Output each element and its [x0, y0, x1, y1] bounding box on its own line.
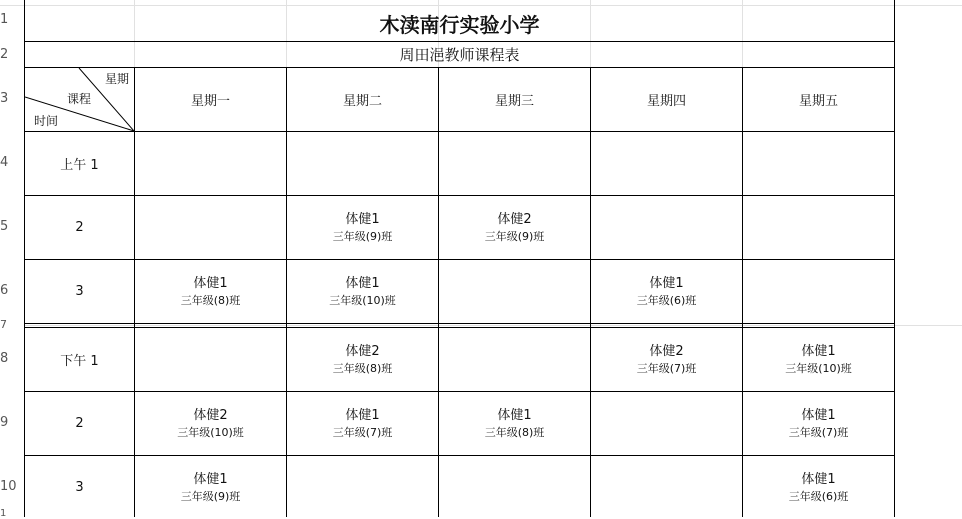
row-number[interactable]: 8	[0, 351, 9, 366]
class-name: 三年级(10)班	[785, 361, 852, 375]
class-name: 三年级(10)班	[177, 425, 244, 439]
table-border	[24, 323, 894, 324]
class-name: 三年级(10)班	[329, 293, 396, 307]
period-label[interactable]: 3	[75, 480, 84, 495]
schedule-cell[interactable]	[135, 328, 286, 391]
day-header[interactable]: 星期五	[798, 94, 838, 109]
period-label[interactable]: 3	[75, 284, 84, 299]
schedule-cell[interactable]	[591, 196, 742, 259]
subject-name: 体健1	[193, 471, 228, 487]
class-name: 三年级(9)班	[180, 489, 241, 503]
sheet-title[interactable]: 木渎南行实验小学	[379, 12, 540, 37]
schedule-cell[interactable]	[439, 328, 590, 391]
schedule-cell[interactable]	[743, 328, 894, 391]
schedule-cell[interactable]	[591, 260, 742, 323]
day-header[interactable]: 星期四	[646, 94, 686, 109]
corner-day-label: 星期	[105, 72, 130, 86]
row-number[interactable]: 6	[0, 283, 9, 298]
subject-name: 体健2	[193, 407, 228, 423]
subject-name: 体健1	[345, 275, 380, 291]
schedule-cell[interactable]	[439, 132, 590, 195]
schedule-cell[interactable]	[287, 196, 438, 259]
row-number[interactable]: 10	[0, 479, 17, 494]
row-number[interactable]: 3	[0, 91, 9, 106]
schedule-cell[interactable]	[743, 456, 894, 519]
class-name: 三年级(8)班	[332, 361, 393, 375]
grid-line	[24, 325, 962, 326]
schedule-cell[interactable]	[135, 260, 286, 323]
period-label[interactable]: 下午 1	[60, 354, 99, 369]
class-name: 三年级(9)班	[332, 229, 393, 243]
corner-header-cell[interactable]	[25, 68, 134, 131]
period-label[interactable]: 2	[75, 220, 84, 235]
schedule-cell[interactable]	[287, 260, 438, 323]
corner-time-label: 时间	[34, 114, 59, 128]
schedule-cell[interactable]	[135, 132, 286, 195]
schedule-cell[interactable]	[287, 456, 438, 519]
subject-name: 体健1	[497, 407, 532, 423]
schedule-cell[interactable]	[591, 456, 742, 519]
schedule-cell[interactable]	[439, 392, 590, 455]
subject-name: 体健1	[801, 471, 836, 487]
schedule-cell[interactable]	[439, 260, 590, 323]
period-label[interactable]: 上午 1	[60, 158, 99, 173]
class-name: 三年级(9)班	[484, 229, 545, 243]
subject-name: 体健2	[497, 211, 532, 227]
subject-name: 体健1	[345, 211, 380, 227]
row-number[interactable]: 1	[0, 12, 9, 27]
sheet-subtitle[interactable]: 周田浥教师课程表	[399, 46, 520, 64]
day-header[interactable]: 星期一	[190, 94, 230, 109]
schedule-cell[interactable]	[743, 260, 894, 323]
class-name: 三年级(6)班	[788, 489, 849, 503]
schedule-cell[interactable]	[743, 132, 894, 195]
schedule-cell[interactable]	[135, 392, 286, 455]
subject-name: 体健1	[801, 343, 836, 359]
row-number[interactable]: 5	[0, 219, 9, 234]
subject-name: 体健1	[801, 407, 836, 423]
schedule-cell[interactable]	[591, 392, 742, 455]
table-border	[894, 0, 895, 517]
row-number[interactable]: 2	[0, 47, 9, 62]
row-number[interactable]: 1	[0, 508, 7, 519]
schedule-cell[interactable]	[439, 456, 590, 519]
day-header[interactable]: 星期二	[342, 94, 382, 109]
class-name: 三年级(6)班	[636, 293, 697, 307]
row-number[interactable]: 7	[0, 318, 7, 331]
subject-name: 体健1	[649, 275, 684, 291]
class-name: 三年级(8)班	[180, 293, 241, 307]
schedule-cell[interactable]	[135, 196, 286, 259]
period-label[interactable]: 2	[75, 416, 84, 431]
schedule-cell[interactable]	[743, 392, 894, 455]
corner-course-label: 课程	[67, 92, 92, 106]
schedule-cell[interactable]	[591, 132, 742, 195]
schedule-cell[interactable]	[287, 132, 438, 195]
subject-name: 体健2	[345, 343, 380, 359]
class-name: 三年级(7)班	[332, 425, 393, 439]
schedule-cell[interactable]	[439, 196, 590, 259]
schedule-cell[interactable]	[135, 456, 286, 519]
row-number[interactable]: 4	[0, 155, 9, 170]
schedule-cell[interactable]	[287, 392, 438, 455]
class-name: 三年级(8)班	[484, 425, 545, 439]
day-header[interactable]: 星期三	[494, 94, 534, 109]
row-number[interactable]: 9	[0, 415, 9, 430]
schedule-cell[interactable]	[591, 328, 742, 391]
schedule-cell[interactable]	[287, 328, 438, 391]
subject-name: 体健2	[649, 343, 684, 359]
schedule-cell[interactable]	[743, 196, 894, 259]
class-name: 三年级(7)班	[788, 425, 849, 439]
class-name: 三年级(7)班	[636, 361, 697, 375]
subject-name: 体健1	[193, 275, 228, 291]
subject-name: 体健1	[345, 407, 380, 423]
